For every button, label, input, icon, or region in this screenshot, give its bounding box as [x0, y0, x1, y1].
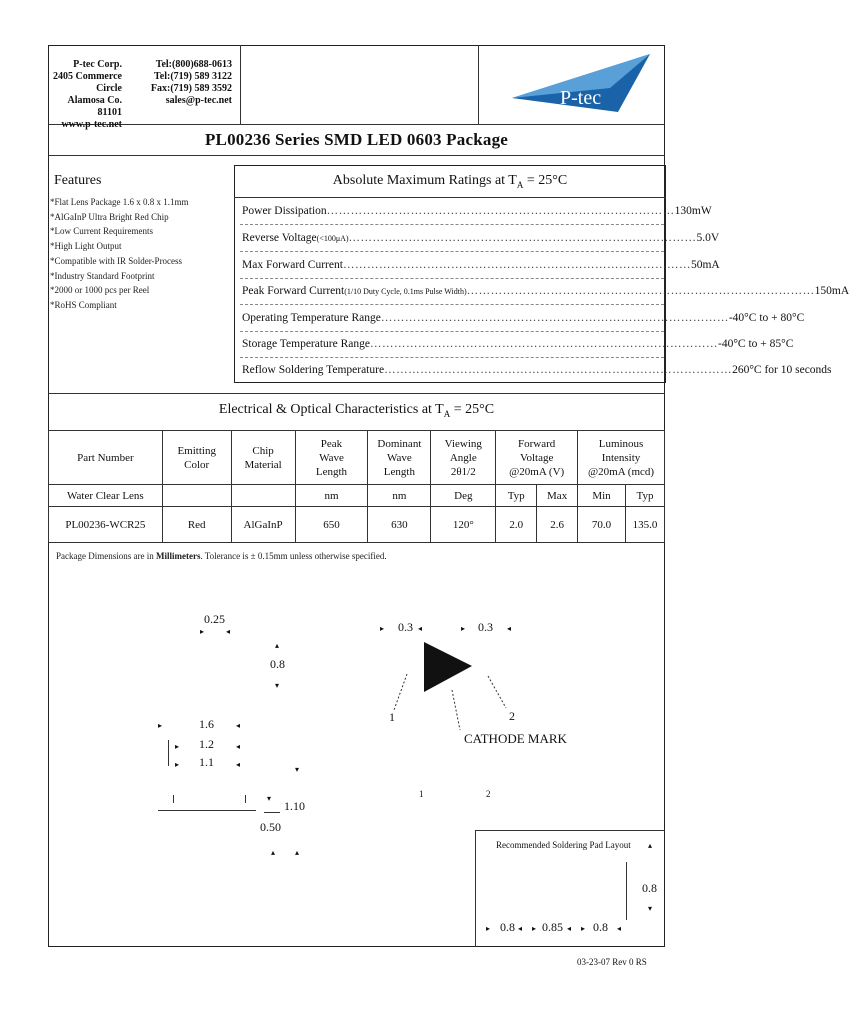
arrow-right-icon: ▸	[158, 721, 163, 730]
dim-line	[264, 812, 280, 813]
feature-item: *Compatible with IR Solder-Process	[50, 255, 183, 266]
table-units-row	[49, 485, 665, 507]
dim-tick	[168, 740, 170, 766]
rating-divider	[240, 278, 664, 279]
rating-row-power: Power Dissipation …………………………………………………………………………… 130mW	[242, 205, 712, 217]
table-row	[49, 507, 665, 543]
arrow-up-icon: ▴	[271, 848, 276, 857]
pad-dim-0-85: 0.85	[542, 920, 563, 934]
arrow-down-icon: ▾	[295, 765, 300, 774]
rating-row-reflow: Reflow Soldering Temperature …………………………………………………………………………… 260°C for 10 seconds	[242, 364, 832, 376]
dim-1-2: 1.2	[199, 737, 214, 751]
rating-row-reverse: Reverse Voltage (<100μA) …………………………………………………………………………… 5.0V	[242, 232, 720, 244]
revision-label: 03-23-07 Rev 0 RS	[577, 957, 647, 967]
rating-value: 260°C for 10 seconds	[732, 364, 832, 376]
arrow-right-icon: ▸	[486, 924, 491, 933]
company-tel-2: Tel:(719) 589 3122	[154, 71, 232, 82]
dim-0-3-right: 0.3	[478, 620, 493, 634]
arrow-right-icon: ▸	[175, 760, 180, 769]
arrow-up-icon: ▴	[295, 848, 300, 857]
cell-viewing: 120°	[431, 507, 496, 543]
side-tick	[245, 795, 247, 803]
dim-1-6: 1.6	[199, 717, 214, 731]
arrow-left-icon: ◂	[226, 627, 231, 636]
side-tick	[173, 795, 175, 803]
p-tec-logo	[500, 48, 660, 120]
arrow-left-icon: ◂	[507, 624, 512, 633]
dim-0-8: 0.8	[270, 657, 285, 671]
logo-text: P-tec	[560, 87, 602, 109]
arrow-down-icon: ▴	[275, 641, 280, 650]
ratings-title-divider	[234, 197, 666, 198]
rating-value: -40°C to + 80°C	[728, 312, 805, 324]
rating-label: Power Dissipation	[242, 205, 327, 217]
features-heading: Features	[54, 173, 102, 188]
rating-label: Peak Forward Current	[242, 285, 345, 297]
cell-iv-min: 70.0	[578, 507, 626, 543]
rating-label: Storage Temperature Range	[242, 338, 370, 350]
title-divider	[48, 155, 665, 156]
electrical-table	[48, 430, 665, 543]
arrow-right-icon: ▸	[380, 624, 385, 633]
electrical-title: Electrical & Optical Characteristics at $T_A = 25^\circ C$	[218, 402, 495, 419]
arrow-up-icon: ▾	[275, 681, 280, 690]
dim-1-10: 1.10	[284, 799, 305, 813]
dim-1-1: 1.1	[199, 755, 214, 769]
cell-iv-typ: 135.0	[625, 507, 664, 543]
cell-color: Red	[162, 507, 231, 543]
units-vf-max: Max	[537, 485, 578, 507]
header-viewing-angle: Viewing Angle 2θ1/2	[431, 431, 496, 485]
pad-dim-0-8-b: 0.8	[593, 920, 608, 934]
cell-dominant: 630	[368, 507, 431, 543]
feature-item: *Flat Lens Package 1.6 x 0.8 x 1.1mm	[50, 197, 189, 207]
side-view-outline	[158, 810, 256, 811]
rating-label: Reflow Soldering Temperature	[242, 364, 385, 376]
feature-item: *RoHS Compliant	[50, 299, 117, 310]
cell-vf-max: 2.6	[537, 507, 578, 543]
company-fax: Fax:(719) 589 3592	[150, 83, 232, 94]
units-lens: Water Clear Lens	[49, 485, 163, 507]
arrow-left-icon: ◂	[418, 624, 423, 633]
dimensions-note: Package Dimensions are in Millimeters. Tolerance is ± 0.15mm unless otherwise specified.	[56, 551, 387, 561]
dim-0-25: 0.25	[204, 612, 225, 626]
section-divider	[48, 393, 665, 394]
header-peak-wavelength: Peak Wave Length	[295, 431, 368, 485]
units-viewing: Deg	[431, 485, 496, 507]
page-title: PL00236 Series SMD LED 0603 Package	[204, 130, 509, 149]
header-emitting-color: Emitting Color	[162, 431, 231, 485]
dim-0-3-left: 0.3	[398, 620, 413, 634]
arrow-down-icon: ▾	[267, 794, 272, 803]
header-luminous-intensity: Luminous Intensity @20mA (mcd)	[578, 431, 665, 485]
rating-divider	[240, 304, 664, 305]
cell-material: AlGaInP	[231, 507, 295, 543]
rating-value: 130mW	[674, 205, 712, 217]
feature-item: *High Light Output	[50, 241, 122, 252]
company-address	[52, 59, 122, 131]
rating-row-max-forward: Max Forward Current …………………………………………………………………………… 50mA	[242, 259, 720, 271]
pin-2-label: 2	[509, 709, 515, 723]
arrow-right-icon: ▸	[200, 627, 205, 636]
company-tel-1: Tel:(800)688-0613	[155, 59, 232, 70]
arrow-left-icon: ◂	[236, 742, 241, 751]
units-empty	[162, 485, 231, 507]
header-chip-material: Chip Material	[231, 431, 295, 485]
pad-outline	[626, 862, 627, 920]
dim-0-50: 0.50	[260, 820, 281, 834]
header-vdivider-1	[240, 45, 241, 124]
cell-peak: 650	[295, 507, 368, 543]
arrow-left-icon: ◂	[236, 760, 241, 769]
pin-1-label: 1	[389, 710, 395, 724]
feature-item: *2000 or 1000 pcs per Reel	[50, 285, 150, 296]
company-web: www.p-tec.net	[61, 119, 122, 130]
feature-item: *Industry Standard Footprint	[50, 270, 155, 281]
arrow-right-icon: ▸	[461, 624, 466, 633]
units-iv-min: Min	[578, 485, 626, 507]
rating-divider	[240, 224, 664, 225]
arrow-left-icon: ◂	[518, 924, 523, 933]
rating-value: 50mA	[690, 259, 720, 271]
rating-divider	[240, 251, 664, 252]
side-pin-2: 2	[486, 789, 491, 799]
units-iv-typ: Typ	[625, 485, 664, 507]
rating-row-storage-temp: Storage Temperature Range …………………………………………………………………………… -40°C to + 85°C	[242, 338, 794, 350]
side-pin-1: 1	[419, 789, 424, 799]
pad-dim-0-8-a: 0.8	[500, 920, 515, 934]
rating-value: -40°C to + 85°C	[718, 338, 794, 350]
cell-part-number: PL00236-WCR25	[49, 507, 163, 543]
arrow-left-icon: ◂	[567, 924, 572, 933]
rating-row-peak-forward: Peak Forward Current (1/10 Duty Cycle, 0.1ms Pulse Width) …………………………………………………………………………… 150mA	[242, 285, 849, 297]
header-divider	[48, 124, 665, 125]
rating-label: Reverse Voltage	[242, 232, 317, 244]
rating-label: Max Forward Current	[242, 259, 343, 271]
cathode-mark-label: CATHODE MARK	[464, 731, 567, 746]
units-peak: nm	[295, 485, 368, 507]
arrow-down-icon: ▴	[648, 841, 653, 850]
rating-label: Operating Temperature Range	[242, 312, 381, 324]
diode-triangle	[424, 642, 472, 692]
arrow-left-icon: ◂	[236, 721, 241, 730]
company-email: sales@p-tec.net	[165, 95, 232, 106]
ratings-title: Absolute Maximum Ratings at $T_A = 25^\circ C$	[332, 173, 568, 190]
arrow-right-icon: ▸	[581, 924, 586, 933]
rating-divider	[240, 331, 664, 332]
rating-value: 5.0V	[696, 232, 720, 244]
arrow-right-icon: ▸	[175, 742, 180, 751]
table-header-row	[49, 431, 665, 485]
rating-value: 150mA	[814, 285, 849, 297]
header-part-number: Part Number	[49, 431, 163, 485]
header-vdivider-2	[478, 45, 479, 124]
arrow-right-icon: ▸	[532, 924, 537, 933]
company-name: P-tec Corp.	[73, 59, 122, 70]
pad-dim-0-8-vertical: 0.8	[642, 881, 657, 895]
features-list	[50, 195, 230, 313]
rating-divider	[240, 357, 664, 358]
pad-layout-title: Recommended Soldering Pad Layout	[496, 840, 631, 850]
feature-item: *AlGaInP Ultra Bright Red Chip	[50, 211, 169, 222]
units-dominant: nm	[368, 485, 431, 507]
company-address-2: Alamosa Co. 81101	[67, 95, 122, 118]
feature-item: *Low Current Requirements	[50, 226, 153, 237]
company-contacts	[140, 59, 232, 107]
cell-vf-typ: 2.0	[496, 507, 537, 543]
arrow-left-icon: ◂	[617, 924, 622, 933]
units-empty	[231, 485, 295, 507]
arrow-up-icon: ▾	[648, 904, 653, 913]
rating-row-operating-temp: Operating Temperature Range …………………………………………………………………………… -40°C to + 80°C	[242, 312, 805, 324]
units-vf-typ: Typ	[496, 485, 537, 507]
company-address-1: 2405 Commerce Circle	[53, 71, 122, 94]
header-forward-voltage: Forward Voltage @20mA (V)	[496, 431, 578, 485]
header-dominant-wavelength: Dominant Wave Length	[368, 431, 431, 485]
